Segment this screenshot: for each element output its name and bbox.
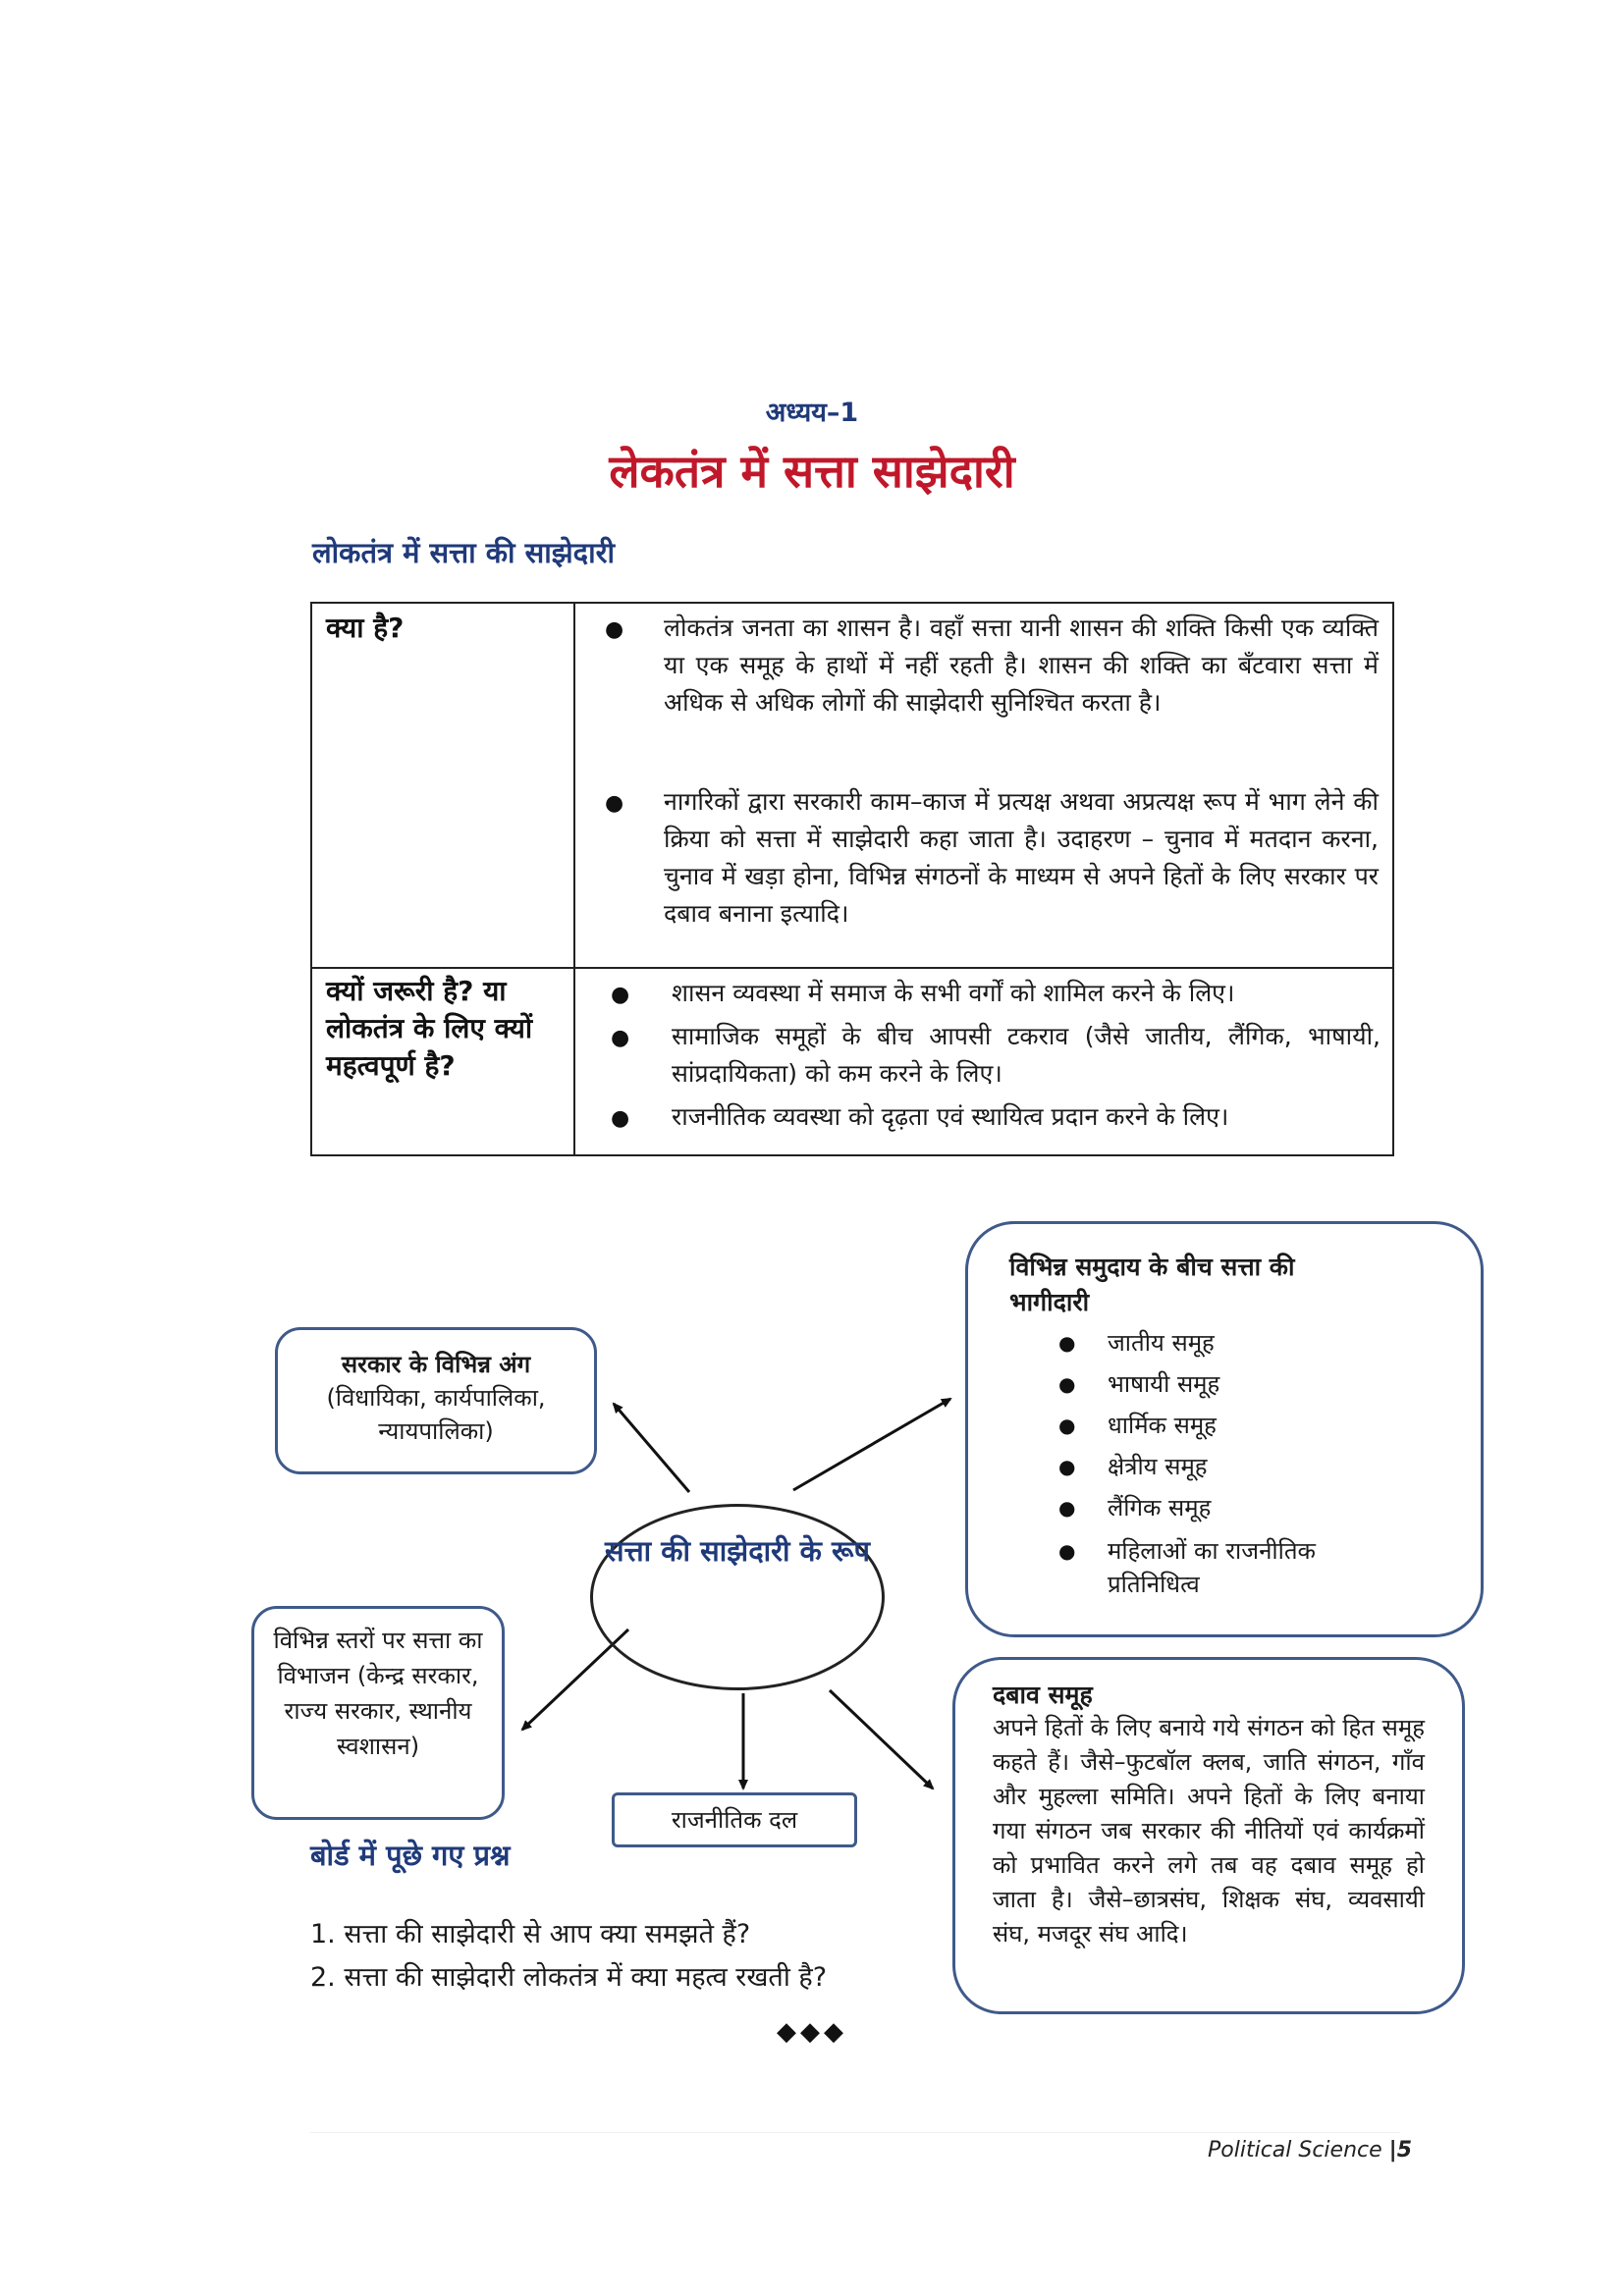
pressure-body: अपने हितों के लिए बनाये गये संगठन को हित समूह कहते हैं। जैसे–फुटबॉल क्लब, जाति संगठन, गाँव और मुहल्ला समिति। अपने हितों के लिए बनाया गया संगठन जब सरकार की नीतियों एवं कार्यक्रमों को प्रभावित करने लगे तब वह दबाव समूह हो जाता है। जैसे–छात्रसंघ, शिक्षक संघ, व्यवसायी संघ, मजदूर संघ आदि। xyxy=(993,1714,1425,1948)
community-item: क्षेत्रीय समूह xyxy=(1108,1453,1208,1480)
row2-point-1: शासन व्यवस्था में समाज के सभी वर्गों को शामिल करने के लिए। xyxy=(672,979,1235,1007)
community-item: जातीय समूह xyxy=(1108,1329,1215,1357)
bullet-icon: ● xyxy=(611,983,630,1007)
community-item: महिलाओं का राजनीतिक प्रतिनिधित्व xyxy=(1108,1537,1316,1598)
row1-point-2: नागरिकों द्वारा सरकारी काम–काज में प्रत्यक्ष अथवा अप्रत्यक्ष रूप में भाग लेने की क्रिया को सत्ता में साझेदारी कहा जाता है। उदाहरण – चुनाव में मतदान करना, चुनाव में खड़ा होना, विभिन्न संगठनों के माध्यम से अपने हितों के लिए सरकार पर दबाव बनाना इत्यादि। xyxy=(664,787,1379,928)
levels-text: विभिन्न स्तरों पर सत्ता का विभाजन (केन्द्र सरकार, राज्य सरकार, स्थानीय स्वशासन) xyxy=(273,1627,483,1760)
arrow-to-communities xyxy=(793,1399,950,1490)
bullet-icon: ● xyxy=(611,1026,630,1050)
organs-heading: सरकार के विभिन्न अंग xyxy=(341,1351,531,1378)
chapter-label: अध्यय–1 xyxy=(765,398,859,428)
page-number: |5 xyxy=(1388,2138,1412,2163)
communities-heading: विभिन्न समुदाय के बीच सत्ता की भागीदारी xyxy=(1009,1253,1295,1316)
ornament-diamonds: ◆◆◆ xyxy=(777,2017,847,2047)
question-item: 1. सत्ता की साझेदारी से आप क्या समझते हैं? xyxy=(310,1919,751,1949)
bullet-icon: ● xyxy=(605,791,624,816)
community-item: भाषायी समूह xyxy=(1108,1370,1220,1398)
question-item: 2. सत्ता की साझेदारी लोकतंत्र में क्या महत्व रखती है? xyxy=(310,1962,828,1993)
questions-heading: बोर्ड में पूछे गए प्रश्न xyxy=(310,1839,511,1872)
page-footer xyxy=(1208,2138,1412,2163)
community-item: लैंगिक समूह xyxy=(1108,1494,1212,1522)
arrow-to-pressure xyxy=(830,1690,933,1789)
center-node-label: सत्ता की साझेदारी के रूप xyxy=(605,1534,870,1568)
bullet-icon: ● xyxy=(611,1106,630,1131)
row1-point-1: लोकतंत्र जनता का शासन है। वहाँ सत्ता यानी शासन की शक्ति किसी एक व्यक्ति या एक समूह के हाथों में नहीं रहती है। शासन की शक्ति का बँटवारा सत्ता में अधिक से अधिक लोगों की साझेदारी सुनिश्चित करता है। xyxy=(664,614,1379,717)
organs-detail: (विधायिका, कार्यपालिका, न्यायपालिका) xyxy=(326,1384,546,1445)
page-title: लेकतंत्र में सत्ता साझेदारी xyxy=(609,445,1015,498)
levels-box xyxy=(251,1606,505,1820)
communities-box xyxy=(965,1221,1484,1637)
row2-point-2: सामाजिक समूहों के बीच आपसी टकराव (जैसे जातीय, लैंगिक, भाषायी, सांप्रदायिकता) को कम करने के लिए। xyxy=(672,1022,1380,1088)
arrow-to-organs xyxy=(614,1404,689,1492)
bullet-icon: ● xyxy=(1058,1372,1076,1396)
pressure-heading: दबाव समूह xyxy=(993,1681,1093,1709)
row2-heading: क्यों जरूरी है? या लोकतंत्र के लिए क्यों महत्वपूर्ण है? xyxy=(326,975,533,1082)
row1-heading: क्या है? xyxy=(326,612,405,644)
bullet-icon: ● xyxy=(1058,1496,1076,1520)
organs-box xyxy=(275,1327,597,1474)
footer-subject: Political Science xyxy=(1208,2138,1382,2163)
bullet-icon: ● xyxy=(605,617,624,642)
bullet-icon: ● xyxy=(1058,1455,1076,1478)
row2-point-3: राजनीतिक व्यवस्था को दृढ़ता एवं स्थायित्व प्रदान करने के लिए। xyxy=(672,1102,1229,1131)
pressure-box xyxy=(952,1657,1465,2014)
center-node xyxy=(590,1504,885,1690)
parties-box xyxy=(612,1792,857,1847)
bullet-icon: ● xyxy=(1058,1331,1076,1355)
parties-label: राजनीतिक दल xyxy=(671,1806,798,1834)
community-item: धार्मिक समूह xyxy=(1108,1412,1217,1439)
section-heading: लोकतंत्र में सत्ता की साझेदारी xyxy=(312,536,615,569)
bullet-icon: ● xyxy=(1058,1539,1076,1563)
bullet-icon: ● xyxy=(1058,1414,1076,1437)
footer-divider xyxy=(310,2132,1400,2133)
